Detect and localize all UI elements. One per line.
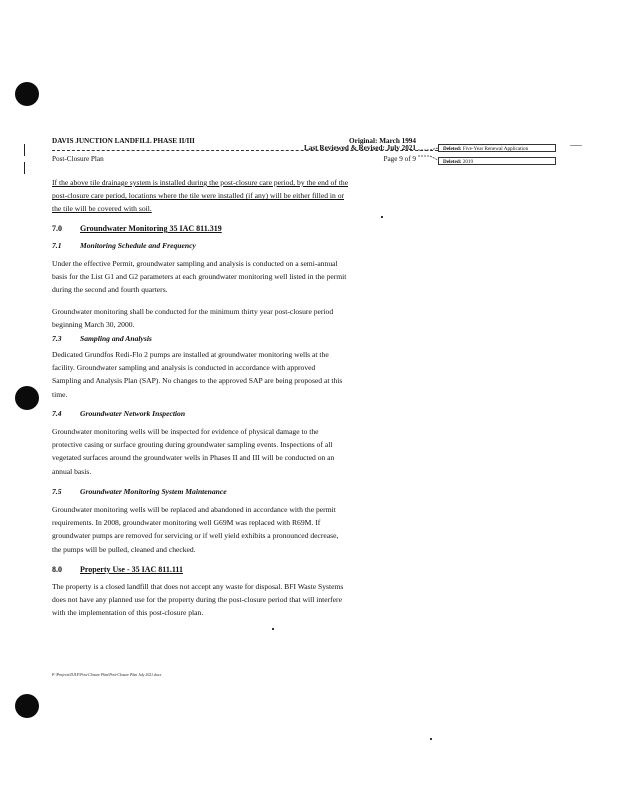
section-number: 7.0 <box>52 224 62 233</box>
header-title: DAVIS JUNCTION LANDFILL PHASE II/III <box>52 137 195 145</box>
paragraph-7-1-a <box>52 257 416 297</box>
header-original-date: Original: March 1994 <box>349 137 416 145</box>
text-line: Under the effective Permit, groundwater sampling and analysis is conducted on a semi-annual <box>52 259 338 268</box>
paragraph-7-1-b <box>52 305 416 331</box>
scan-speck <box>430 738 432 740</box>
subsection-number: 7.5 <box>52 487 62 496</box>
binder-hole-top <box>15 82 39 106</box>
text-line: beginning March 30, 2000. <box>52 320 135 330</box>
text-line: during the second and fourth quarters. <box>52 285 168 295</box>
scan-speck <box>272 628 274 630</box>
header-page-number: Page 9 of 9 <box>383 155 416 163</box>
subsection-title: Monitoring Schedule and Frequency <box>80 241 196 250</box>
text-line: basis for the List G1 and G2 parameters at each groundwater monitoring well listed in the permit <box>52 272 347 282</box>
header-subtitle: Post-Closure Plan <box>52 155 104 163</box>
section-title: Property Use - 35 IAC 811.111 <box>80 565 183 574</box>
subsection-title: Groundwater Network Inspection <box>80 409 186 418</box>
subsection-number: 7.1 <box>52 241 62 250</box>
comment-connector <box>418 146 440 164</box>
paragraph-7-5 <box>52 503 416 556</box>
comment-label: Deleted: <box>443 146 462 152</box>
comment-text: 2019 <box>461 159 474 165</box>
section-heading-7 <box>52 224 222 233</box>
text-line: protective casing or surface grouting during groundwater sampling events. Inspections of all <box>52 440 333 450</box>
comment-balloon-deleted[interactable] <box>438 144 556 152</box>
text-line: with the implementation of this post-closure plan. <box>52 608 204 618</box>
subsection-heading-7-5 <box>52 487 227 496</box>
text-line: facility. Groundwater sampling and analysis is conducted in accordance with approved <box>52 363 316 373</box>
footer-file-path: P:\Projects\DJLF\Post-Closure Plan\Post-Closure Plan July 2021.docx <box>52 673 162 677</box>
subsection-number: 7.3 <box>52 334 62 343</box>
change-bar <box>24 144 25 156</box>
text-line: the tile will be covered with soil. <box>52 204 152 214</box>
text-line: If the above tile drainage system is installed during the post-closure care period, by the end of the <box>52 178 349 187</box>
section-number: 8.0 <box>52 565 62 574</box>
subsection-heading-7-4 <box>52 409 185 418</box>
text-line: Groundwater monitoring wells will be inspected for evidence of physical damage to the <box>52 427 319 436</box>
text-line: groundwater pumps are removed for servicing or if well yield exhibits a pronounced decrease, <box>52 531 339 541</box>
comment-text: Five-Year Renewal Application <box>461 146 529 152</box>
binder-hole-middle <box>15 386 39 410</box>
text-line: Groundwater monitoring wells will be replaced and abandoned in accordance with the permit <box>52 505 336 514</box>
text-line: annual basis. <box>52 466 92 476</box>
comment-balloon-deleted[interactable] <box>438 157 556 165</box>
text-line: Dedicated Grundfos Redi-Flo 2 pumps are installed at groundwater monitoring wells at the <box>52 350 329 359</box>
subsection-number: 7.4 <box>52 409 62 418</box>
section-heading-8 <box>52 565 183 574</box>
text-line: Sampling and Analysis Plan (SAP). No changes to the approved SAP are being proposed at this <box>52 376 343 386</box>
subsection-heading-7-3 <box>52 334 152 343</box>
text-line: The property is a closed landfill that does not accept any waste for disposal. BFI Waste Systems <box>52 582 344 591</box>
header-last-reviewed: Last Reviewed & Revised: July 2021 <box>304 144 416 152</box>
subsection-title: Sampling and Analysis <box>80 334 152 343</box>
change-bar <box>24 162 25 174</box>
scan-speck <box>381 216 383 218</box>
text-line: time. <box>52 389 68 399</box>
text-line: Groundwater monitoring shall be conducted for the minimum thirty year post-closure period <box>52 307 334 316</box>
text-line: vegetated surfaces around the groundwater wells in Phases II and III will be conducted on an <box>52 453 335 463</box>
text-line: does not have any planned use for the property during the post-closure period that will interfere <box>52 595 342 605</box>
intro-paragraph <box>52 176 416 216</box>
comment-label: Deleted: <box>443 159 462 165</box>
text-line: the pumps will be pulled, cleaned and checked. <box>52 544 196 554</box>
text-line: requirements. In 2008, groundwater monitoring well G69M was replaced with R69M. If <box>52 518 321 528</box>
paragraph-7-3 <box>52 348 416 401</box>
text-line: post-closure care period, locations where the tile were installed (if any) will be either filled in or <box>52 191 345 201</box>
binder-hole-bottom <box>15 694 39 718</box>
margin-rule <box>570 145 582 146</box>
subsection-title: Groundwater Monitoring System Maintenance <box>80 487 227 496</box>
paragraph-8 <box>52 580 416 620</box>
subsection-heading-7-1 <box>52 241 196 250</box>
section-title: Groundwater Monitoring 35 IAC 811.319 <box>80 224 222 233</box>
paragraph-7-4 <box>52 425 416 478</box>
